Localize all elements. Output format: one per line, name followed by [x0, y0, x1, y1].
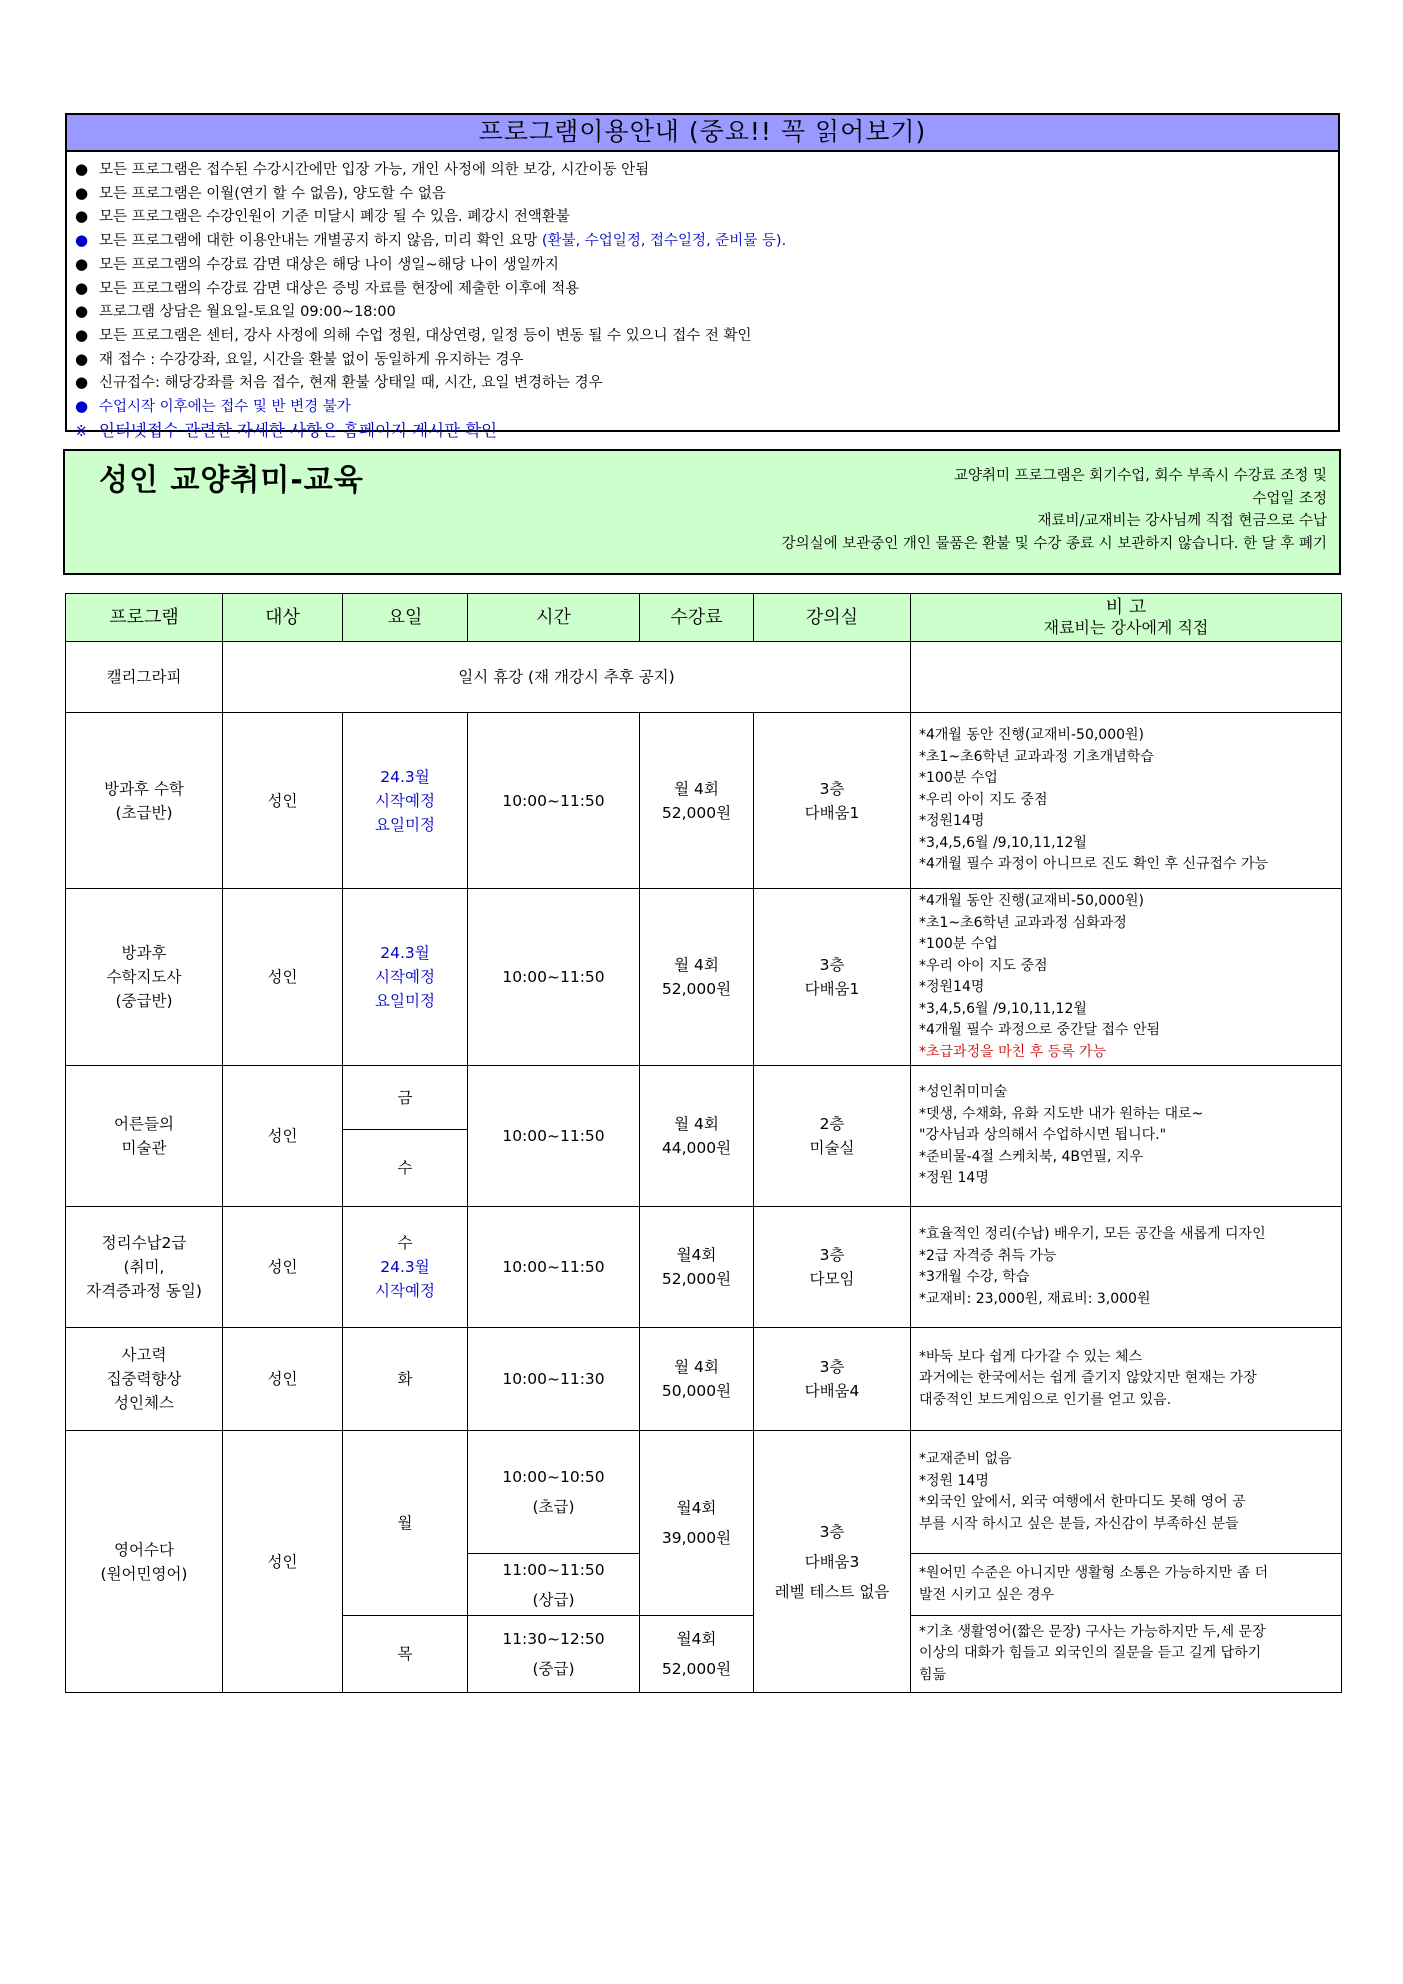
- program-time: 10:00~11:50: [468, 1066, 640, 1207]
- program-time-level: (상급): [532, 1590, 575, 1609]
- table-row: [66, 642, 1342, 713]
- table-row: [66, 1207, 1342, 1328]
- program-day: [343, 713, 468, 889]
- program-remark: [911, 1431, 1342, 1554]
- program-day-line: 24.3월: [380, 767, 430, 786]
- program-fee-line: 39,000원: [661, 1529, 732, 1547]
- program-day: 수: [343, 1130, 468, 1207]
- program-target: 성인: [223, 713, 343, 889]
- bullet-icon: ●: [75, 231, 89, 250]
- remark-line: *정원 14명: [919, 1472, 989, 1489]
- remark-line: 부를 시작 하시고 싶은 분들, 자신감이 부족하신 분들: [919, 1515, 1239, 1532]
- header-remark-title: 비 고: [1105, 596, 1147, 618]
- program-room: [754, 1431, 911, 1693]
- program-time: [468, 1616, 640, 1693]
- remark-line: 대중적인 보드게임으로 인기를 얻고 있음.: [919, 1391, 1172, 1408]
- program-target: 성인: [223, 1431, 343, 1693]
- program-name: [66, 1328, 223, 1431]
- remark-line: *우리 아이 지도 중점: [919, 957, 1048, 974]
- program-day-line: 요일미정: [375, 992, 435, 1010]
- notice-item: [75, 348, 1338, 372]
- program-room-line: 3층: [819, 956, 845, 974]
- remark-line: *초1~초6학년 교과과정 심화과정: [919, 914, 1127, 931]
- program-name-line: (원어민영어): [100, 1564, 188, 1583]
- header-day: 요일: [343, 594, 468, 642]
- notice-text: 모든 프로그램은 이월(연기 할 수 없음), 양도할 수 없음: [99, 185, 446, 202]
- remark-line: *3,4,5,6월 /9,10,11,12월: [919, 1000, 1087, 1017]
- program-room-line: 3층: [819, 1522, 845, 1541]
- program-day: 목: [343, 1616, 468, 1693]
- program-target: 성인: [223, 1207, 343, 1328]
- table-row: [66, 889, 1342, 1066]
- bullet-icon: ●: [75, 373, 89, 392]
- program-remark: [911, 1328, 1342, 1431]
- notice-item: [75, 300, 1338, 324]
- notice-item: [75, 395, 1338, 419]
- bullet-icon: ●: [75, 302, 89, 321]
- program-name-line: (취미,: [123, 1258, 165, 1276]
- header-fee: 수강료: [640, 594, 754, 642]
- notice-extra: (환불, 수업일정, 접수일정, 준비물 등).: [541, 233, 787, 250]
- program-name: [66, 1066, 223, 1207]
- program-remark: [911, 642, 1342, 713]
- program-fee: [640, 1066, 754, 1207]
- notice-text: 프로그램 상담은 월요일-토요일 09:00~18:00: [99, 304, 396, 321]
- program-room: [754, 713, 911, 889]
- program-room-line: 2층: [819, 1115, 845, 1133]
- program-room: [754, 1066, 911, 1207]
- remark-line: *우리 아이 지도 중점: [919, 791, 1048, 808]
- notice-text: 인터넷접수 관련한 자세한 사항은 홈페이지 게시판 확인: [99, 420, 498, 440]
- program-fee-line: 월 4회: [674, 1115, 719, 1133]
- program-name-line: (중급반): [115, 992, 173, 1010]
- program-name-line: 영어수다: [114, 1540, 174, 1559]
- program-name-line: 미술관: [121, 1139, 167, 1157]
- table-header-row: [66, 594, 1342, 642]
- notice-box: [65, 113, 1340, 440]
- program-day-line: 시작예정: [375, 968, 435, 986]
- program-day-line: 시작예정: [375, 791, 435, 810]
- program-day-line: 수: [397, 1234, 413, 1252]
- remark-line: *효율적인 정리(수납) 배우기, 모든 공간을 새롭게 디자인: [919, 1226, 1266, 1242]
- program-target: 성인: [223, 1066, 343, 1207]
- program-day-line: 24.3월: [380, 944, 430, 962]
- header-room: 강의실: [754, 594, 911, 642]
- remark-line: *원어민 수준은 아니지만 생활형 소통은 가능하지만 좀 더: [919, 1565, 1269, 1581]
- remark-line: *초1~초6학년 교과과정 기초개념학습: [919, 748, 1154, 765]
- table-row: [66, 1328, 1342, 1431]
- header-program: 프로그램: [66, 594, 223, 642]
- program-time-line: 10:00~10:50: [502, 1468, 605, 1486]
- remark-line: "강사님과 상의해서 수업하시면 됩니다.": [919, 1127, 1167, 1144]
- program-fee-line: 52,000원: [661, 803, 732, 822]
- remark-line: *2급 자격증 취득 가능: [919, 1247, 1057, 1264]
- program-remark: [911, 889, 1342, 1066]
- remark-line: 이상의 대화가 힘들고 외국인의 질문을 듣고 길게 답하기: [919, 1645, 1262, 1662]
- bullet-icon: ●: [75, 278, 89, 297]
- section-note: 수업일 조정: [1252, 490, 1327, 507]
- program-fee-line: 44,000원: [661, 1139, 732, 1157]
- bullet-icon: ●: [75, 160, 89, 178]
- program-fee: [640, 1207, 754, 1328]
- notice-title: 프로그램이용안내 (중요!! 꼭 읽어보기): [67, 115, 1338, 152]
- program-name: [66, 713, 223, 889]
- bullet-icon: ●: [75, 397, 89, 416]
- remark-line: *외국인 앞에서, 외국 여행에서 한마디도 못해 영어 공: [919, 1494, 1246, 1510]
- program-time: 10:00~11:50: [468, 889, 640, 1066]
- program-fee-line: 50,000원: [661, 1382, 732, 1400]
- program-fee-line: 월4회: [676, 1246, 717, 1264]
- program-remark: [911, 1616, 1342, 1693]
- remark-line: *성인취미미술: [919, 1084, 1008, 1101]
- remark-line-warning: *초급과정을 마친 후 등록 가능: [919, 1043, 1107, 1060]
- notice-text: 신규접수: 해당강좌를 처음 접수, 현재 환불 상태일 때, 시간, 요일 변경하는 경우: [99, 375, 603, 392]
- table-row: [66, 1066, 1342, 1130]
- reference-mark-icon: ※: [75, 421, 88, 440]
- notice-item: [75, 277, 1338, 301]
- program-time: 10:00~11:30: [468, 1328, 640, 1431]
- remark-line: *뎃생, 수채화, 유화 지도반 내가 원하는 대로~: [919, 1105, 1204, 1122]
- program-room-line: 3층: [819, 779, 845, 798]
- program-day: 월: [343, 1431, 468, 1616]
- header-target: 대상: [223, 594, 343, 642]
- program-room-line: 3층: [819, 1358, 845, 1376]
- program-name-line: 어른들의: [114, 1115, 174, 1133]
- remark-line: *정원14명: [919, 813, 985, 830]
- program-name-line: 집중력향상: [106, 1370, 182, 1388]
- program-name-line: 자격증과정 동일): [86, 1282, 202, 1300]
- program-time: 10:00~11:50: [468, 1207, 640, 1328]
- program-fee: [640, 713, 754, 889]
- program-name-line: 정리수납2급: [101, 1234, 187, 1252]
- notice-text: 모든 프로그램의 수강료 감면 대상은 해당 나이 생일~해당 나이 생일까지: [99, 256, 559, 273]
- program-target: 성인: [223, 889, 343, 1066]
- program-day: 금: [343, 1066, 468, 1130]
- program-remark: [911, 713, 1342, 889]
- program-fee: [640, 1431, 754, 1616]
- program-room-line: 다배움3: [804, 1552, 860, 1571]
- remark-line: *100분 수업: [919, 936, 998, 952]
- program-name-line: 방과후 수학: [104, 779, 184, 798]
- bullet-icon: ●: [75, 207, 89, 226]
- program-day: [343, 889, 468, 1066]
- bullet-icon: ●: [75, 325, 89, 344]
- notice-item: [75, 158, 1338, 182]
- section-title: 성인 교양취미-교육: [99, 463, 364, 498]
- remark-line: 힘듦: [919, 1666, 947, 1683]
- program-room-line: 다배움4: [804, 1382, 860, 1400]
- section-note: 교양취미 프로그램은 회기수업, 회수 부족시 수강료 조정 및: [953, 468, 1327, 484]
- remark-line: 발전 시키고 싶은 경우: [919, 1586, 1055, 1603]
- notice-item: [75, 229, 1338, 253]
- program-name-line: 사고력: [121, 1346, 167, 1364]
- remark-line: *교재준비 없음: [919, 1451, 1012, 1467]
- remark-line: *100분 수업: [919, 770, 998, 787]
- program-room-line: 다배움1: [804, 803, 860, 822]
- program-room-line: 다모임: [809, 1270, 855, 1288]
- remark-line: *4개월 필수 과정으로 중간달 접수 안됨: [919, 1022, 1161, 1038]
- program-time: 10:00~11:50: [468, 713, 640, 889]
- program-room-line: 레벨 테스트 없음: [774, 1582, 890, 1601]
- remark-line: *바둑 보다 쉽게 다가갈 수 있는 체스: [919, 1348, 1143, 1365]
- program-fee-line: 월 4회: [674, 779, 719, 798]
- program-remark: [911, 1066, 1342, 1207]
- notice-item: [75, 419, 1338, 443]
- remark-line: *교재비: 23,000원, 재료비: 3,000원: [919, 1290, 1151, 1307]
- program-name: [66, 1207, 223, 1328]
- bullet-icon: ●: [75, 254, 89, 273]
- remark-line: *정원14명: [919, 979, 985, 995]
- remark-line: *기초 생활영어(짧은 문장) 구사는 가능하지만 두,세 문장: [919, 1623, 1266, 1640]
- program-name-line: (초급반): [115, 803, 173, 822]
- notice-text: 재 접수 : 수강강좌, 요일, 시간을 환불 없이 동일하게 유지하는 경우: [99, 351, 524, 368]
- program-fee-line: 52,000원: [661, 980, 732, 998]
- notice-item: [75, 324, 1338, 348]
- remark-line: *4개월 필수 과정이 아니므로 진도 확인 후 신규접수 가능: [919, 856, 1269, 873]
- program-name: 캘리그라피: [66, 642, 223, 713]
- remark-line: *정원 14명: [919, 1170, 989, 1187]
- section-header: [63, 449, 1341, 575]
- remark-line: *4개월 동안 진행(교재비-50,000원): [919, 727, 1145, 744]
- program-day-line: 24.3월: [380, 1258, 430, 1276]
- notice-text: 모든 프로그램은 수강인원이 기준 미달시 폐강 될 수 있음. 폐강시 전액환불: [99, 209, 570, 226]
- remark-line: *3개월 수강, 학습: [919, 1269, 1030, 1285]
- header-remark: [911, 594, 1342, 642]
- program-name: [66, 889, 223, 1066]
- program-fee-line: 월4회: [676, 1499, 717, 1517]
- program-remark: [911, 1207, 1342, 1328]
- notice-text: 모든 프로그램은 접수된 수강시간에만 입장 가능, 개인 사정에 의한 보강, 시간이동 안됨: [99, 162, 650, 178]
- notice-text: 수업시작 이후에는 접수 및 반 변경 불가: [99, 399, 351, 416]
- header-remark-sub: 재료비는 강사에게 직접: [1043, 617, 1209, 637]
- table-row: [66, 1431, 1342, 1554]
- program-time-line: 11:30~12:50: [502, 1630, 605, 1648]
- program-room-line: 다배움1: [804, 980, 860, 998]
- program-name-line: 성인체스: [114, 1394, 174, 1412]
- program-fee-line: 52,000원: [661, 1660, 732, 1678]
- program-fee: [640, 1328, 754, 1431]
- table-row: [66, 713, 1342, 889]
- program-day: 화: [343, 1328, 468, 1431]
- program-room: [754, 1328, 911, 1431]
- program-name-line: 수학지도사: [106, 968, 182, 986]
- program-name: [66, 1431, 223, 1693]
- remark-line: *4개월 동안 진행(교재비-50,000원): [919, 893, 1145, 909]
- program-time-level: (중급): [532, 1660, 575, 1678]
- notice-item: [75, 205, 1338, 229]
- program-room: [754, 889, 911, 1066]
- program-fee-line: 월 4회: [674, 1358, 719, 1376]
- header-time: 시간: [468, 594, 640, 642]
- program-day-line: 요일미정: [375, 815, 435, 834]
- program-fee: [640, 889, 754, 1066]
- remark-line: *준비물-4절 스케치북, 4B연필, 지우: [919, 1148, 1144, 1165]
- remark-line: 과거에는 한국에서는 쉽게 즐기지 않았지만 현재는 가장: [919, 1370, 1257, 1387]
- bullet-icon: ●: [75, 183, 89, 202]
- section-notes: [782, 465, 1327, 555]
- notice-text: 모든 프로그램의 수강료 감면 대상은 증빙 자료를 현장에 제출한 이후에 적용: [99, 280, 580, 297]
- notice-item: [75, 182, 1338, 206]
- program-status: 일시 휴강 (재 개강시 추후 공지): [223, 642, 911, 713]
- bullet-icon: ●: [75, 349, 89, 368]
- program-time: [468, 1554, 640, 1616]
- program-table: [65, 593, 1342, 1693]
- program-fee-line: 월4회: [676, 1630, 717, 1648]
- program-fee-line: 월 4회: [674, 956, 719, 974]
- notice-item: [75, 253, 1338, 277]
- program-target: 성인: [223, 1328, 343, 1431]
- program-time-level: (초급): [532, 1498, 575, 1516]
- program-day-line: 시작예정: [375, 1282, 435, 1300]
- program-room: [754, 1207, 911, 1328]
- program-remark: [911, 1554, 1342, 1616]
- program-name-line: 방과후: [121, 944, 167, 962]
- program-room-line: 미술실: [809, 1139, 855, 1157]
- program-fee: [640, 1616, 754, 1693]
- notice-text: 모든 프로그램에 대한 이용안내는 개별공지 하지 않음, 미리 확인 요망: [99, 233, 538, 250]
- notice-list: [67, 152, 1338, 443]
- program-time: [468, 1431, 640, 1554]
- notice-text: 모든 프로그램은 센터, 강사 사정에 의해 수업 정원, 대상연령, 일정 등이 변동 될 수 있으니 접수 전 확인: [99, 327, 752, 344]
- remark-line: *3,4,5,6월 /9,10,11,12월: [919, 834, 1087, 851]
- section-note: 강의실에 보관중인 개인 물품은 환불 및 수강 종료 시 보관하지 않습니다. 한 달 후 폐기: [781, 535, 1327, 552]
- program-day: [343, 1207, 468, 1328]
- program-room-line: 3층: [819, 1246, 845, 1264]
- program-fee-line: 52,000원: [661, 1270, 732, 1288]
- program-time-line: 11:00~11:50: [502, 1560, 605, 1579]
- section-note: 재료비/교재비는 강사님께 직접 현금으로 수납: [1037, 513, 1327, 529]
- notice-item: [75, 371, 1338, 395]
